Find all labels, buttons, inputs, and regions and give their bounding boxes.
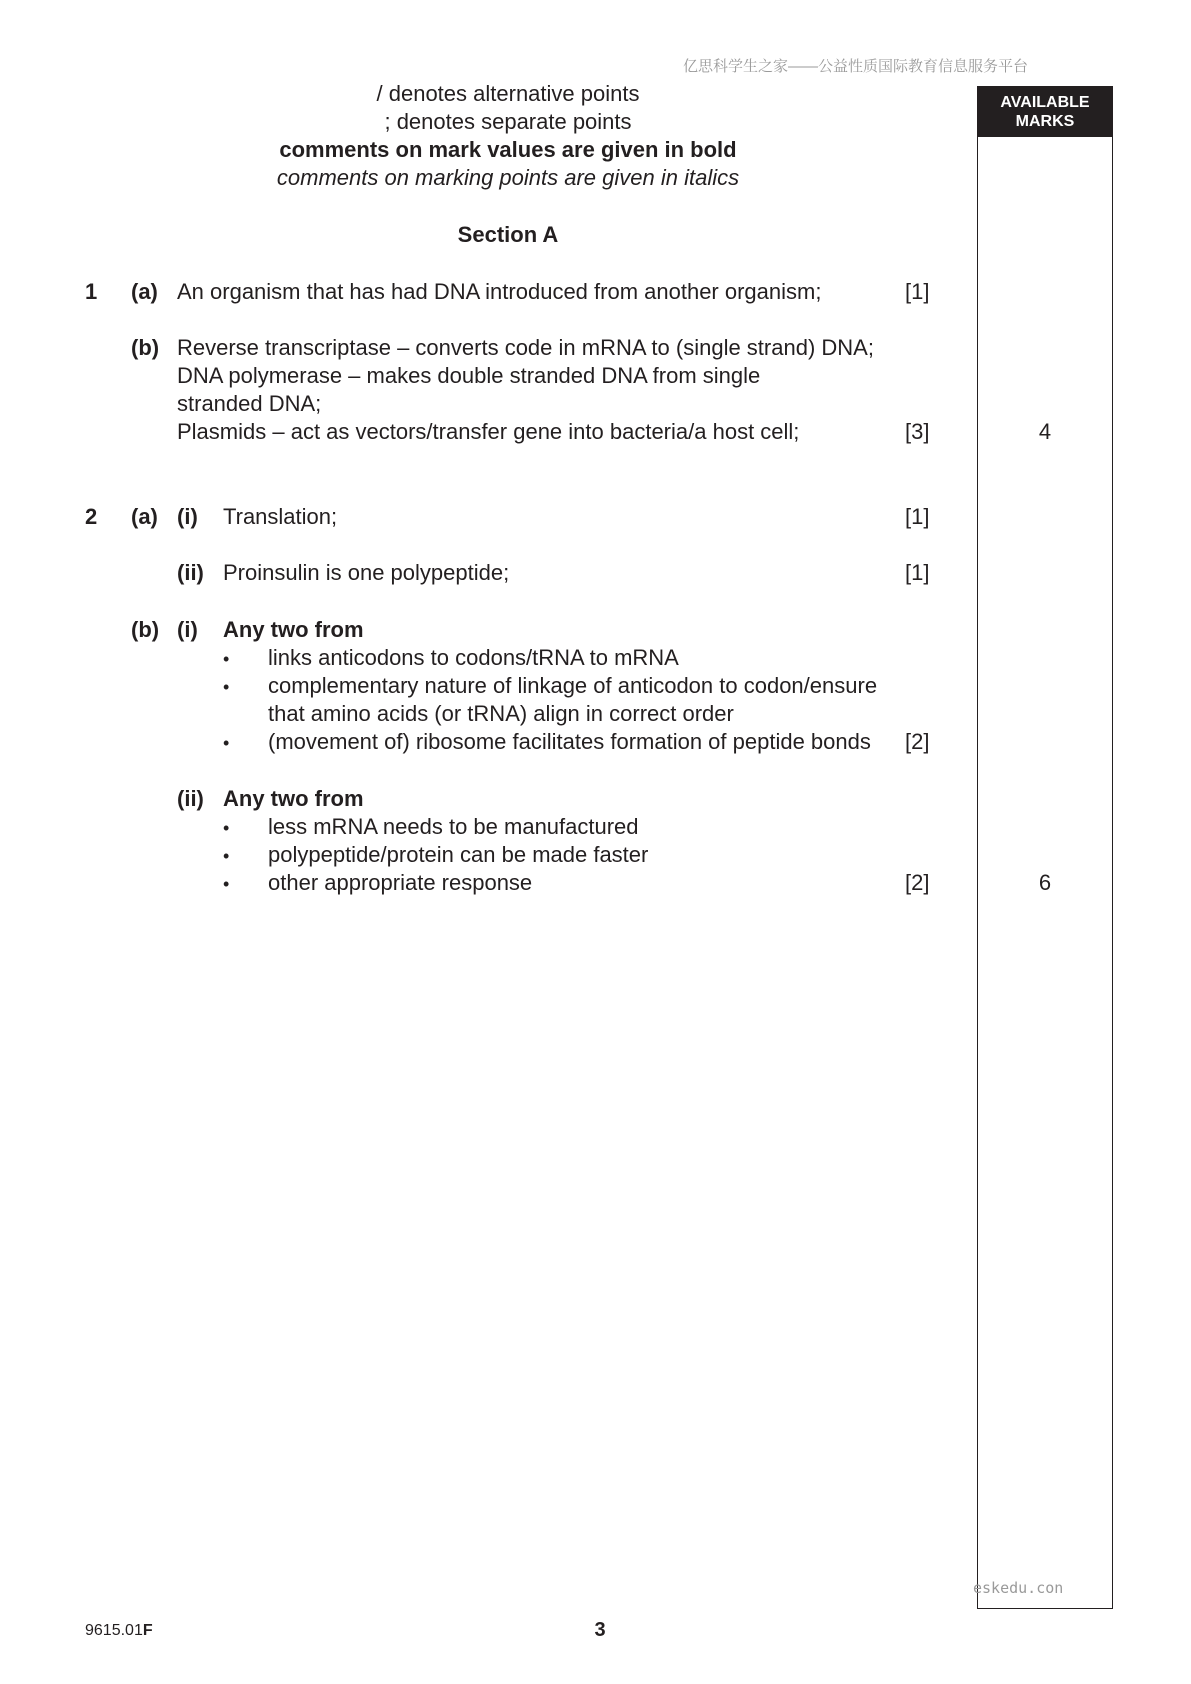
q1a-mark: [1] (905, 279, 930, 304)
watermark-bottom: eskedu.con (973, 1579, 1064, 1597)
bullet: • (223, 874, 230, 894)
q2a-label: (a) (131, 504, 158, 529)
q2bii-heading: Any two from (223, 786, 364, 811)
q1b-label: (b) (131, 335, 160, 360)
bullet: • (223, 846, 230, 866)
q1b-line3: stranded DNA; (177, 391, 322, 416)
q2bi-point2-line1: complementary nature of linkage of anticodon to codon/ensure (268, 673, 878, 698)
q1b-mark: [3] (905, 419, 930, 444)
q2bi-label: (i) (177, 617, 198, 642)
q2-available-marks: 6 (1038, 870, 1052, 895)
q1a-answer: An organism that has had DNA introduced from another organism; (177, 279, 822, 304)
q1b-line4: Plasmids – act as vectors/transfer gene into bacteria/a host cell; (177, 419, 800, 444)
q2bii-point1: less mRNA needs to be manufactured (268, 814, 639, 839)
q1a-label: (a) (131, 279, 158, 304)
q1b-line1: Reverse transcriptase – converts code in mRNA to (single strand) DNA; (177, 335, 874, 360)
paper-code (85, 1622, 153, 1640)
q2b-label: (b) (131, 617, 160, 642)
q2ai-label: (i) (177, 504, 198, 529)
q1-available-marks: 4 (1038, 419, 1052, 444)
bullet: • (223, 677, 230, 697)
q1-number: 1 (85, 279, 98, 304)
q2bii-label: (ii) (177, 786, 204, 811)
available-marks-column (977, 86, 1113, 1609)
q2aii-mark: [1] (905, 560, 930, 585)
q2aii-answer: Proinsulin is one polypeptide; (223, 560, 510, 585)
legend-alternative-points: / denotes alternative points (376, 81, 640, 106)
legend-separate-points: ; denotes separate points (384, 109, 632, 134)
q2-number: 2 (85, 504, 98, 529)
q2bii-mark: [2] (905, 870, 930, 895)
bullet: • (223, 649, 230, 669)
available-marks-header (978, 87, 1112, 137)
q2bii-point3: other appropriate response (268, 870, 533, 895)
paper-code-prefix: 9615.01 (85, 1622, 143, 1639)
q2bi-point1: links anticodons to codons/tRNA to mRNA (268, 645, 679, 670)
q2bii-point2: polypeptide/protein can be made faster (268, 842, 649, 867)
bullet: • (223, 818, 230, 838)
legend-italic-comments: comments on marking points are given in italics (276, 165, 740, 190)
available-marks-header-line2: MARKS (1015, 113, 1075, 130)
q2bi-heading: Any two from (223, 617, 364, 642)
q2ai-answer: Translation; (223, 504, 338, 529)
bullet: • (223, 733, 230, 753)
q2bi-point2-line2: that amino acids (or tRNA) align in correct order (268, 701, 734, 726)
q2ai-mark: [1] (905, 504, 930, 529)
q2aii-label: (ii) (177, 560, 204, 585)
legend-bold-comments: comments on mark values are given in bold (279, 137, 737, 162)
q1b-line2: DNA polymerase – makes double stranded DNA from single (177, 363, 761, 388)
section-title: Section A (457, 222, 559, 247)
q2bi-mark: [2] (905, 729, 930, 754)
watermark-top: 亿思科学生之家——公益性质国际教育信息服务平台 (683, 58, 1029, 75)
available-marks-header-line1: AVAILABLE (1000, 94, 1090, 111)
q2bi-point3: (movement of) ribosome facilitates formation of peptide bonds (268, 729, 871, 754)
paper-code-suffix: F (142, 1622, 153, 1639)
page-number: 3 (594, 1619, 606, 1641)
